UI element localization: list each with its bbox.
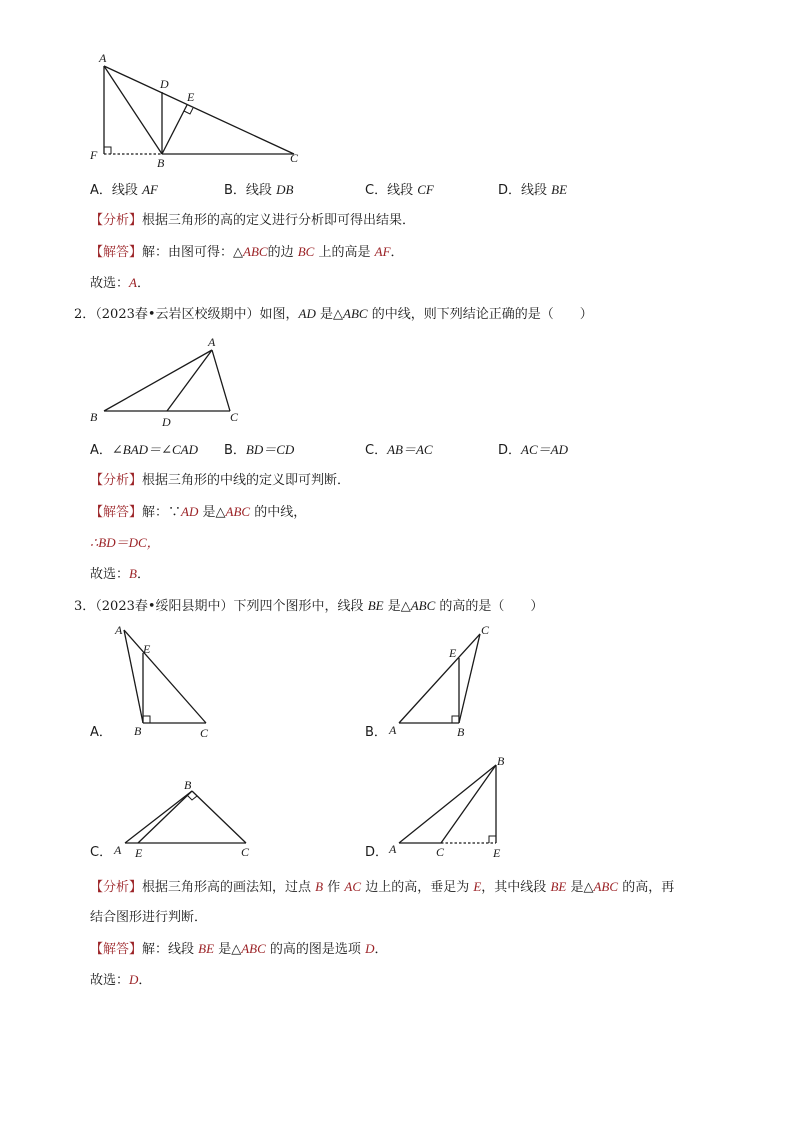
q1-solution: 【解答】解：由图可得：△ABC的边 BC 上的高是 AF．: [90, 244, 404, 260]
q1-label-a: A: [99, 51, 107, 65]
q3d-segment-ab: [399, 765, 496, 843]
q2-therefore-line: ∴BD＝DC，: [90, 535, 160, 550]
q3d-label-c: C: [436, 845, 445, 859]
q1-segment-be: [162, 105, 187, 154]
q3d-label-a: A: [389, 842, 397, 856]
q2-segment-ad: [167, 350, 212, 411]
q2-segment-ac: [212, 350, 230, 411]
q2-option-d[interactable]: D．AC＝AD: [498, 442, 568, 458]
q1-option-c[interactable]: C．线段 CF: [365, 182, 434, 198]
q2-segment-ab: [104, 350, 212, 411]
q1-choice: 故选：A．: [90, 275, 150, 291]
q1-label-c: C: [290, 151, 299, 165]
q2-choice: 故选：B．: [90, 566, 150, 582]
q3a-label-e: E: [143, 642, 151, 656]
q3-figure-b[interactable]: [384, 620, 504, 745]
q3a-segment-ac: [124, 630, 206, 723]
q2-option-a[interactable]: A．∠BAD＝∠CAD: [90, 442, 198, 458]
q3b-label-c: C: [481, 623, 490, 637]
q3-figure-a[interactable]: [108, 620, 218, 745]
q3c-label-a: A: [114, 843, 122, 857]
q3-analysis: 【分析】根据三角形高的画法知，过点 B 作 AC 边上的高，垂足为 E，其中线段 BE 是△ABC 的高，再: [90, 879, 675, 895]
q3d-segment-cb: [441, 765, 496, 843]
q1-label-e: E: [187, 90, 195, 104]
q1-analysis: 【分析】根据三角形的高的定义进行分析即可得出结果．: [90, 213, 416, 228]
q3b-label-b: B: [457, 725, 465, 739]
q1-option-d[interactable]: D．线段 BE: [498, 182, 568, 198]
q2-label-c: C: [230, 410, 239, 424]
q3a-right-angle: [143, 716, 150, 723]
q1-label-b: B: [157, 156, 165, 170]
q3-analysis-line2: 结合图形进行判断．: [90, 910, 208, 925]
q2-label-d: D: [162, 415, 171, 429]
q1-option-b[interactable]: B．线段 DB: [224, 182, 294, 198]
q2-analysis: 【分析】根据三角形的中线的定义即可判断．: [90, 473, 351, 488]
q3-option-d-label[interactable]: D．: [365, 845, 389, 860]
q2-stem: 2．（2023春•云岩区校级期中）如图，AD 是△ABC 的中线，则下列结论正确的是（ ）: [74, 306, 593, 322]
q1-figure: [84, 48, 314, 173]
q3b-segment-ac: [399, 634, 480, 723]
q3-stem: 3．（2023春•绥阳县期中）下列四个图形中，线段 BE 是△ABC 的高的是（ ）: [74, 598, 544, 614]
q3-solution: 【解答】解：线段 BE 是△ABC 的高的图是选项 D．: [90, 941, 388, 957]
q2-label-b: B: [90, 410, 98, 424]
q3a-segment-ab: [124, 630, 143, 723]
q3c-label-b: B: [184, 778, 192, 792]
q1-label-d: D: [160, 77, 169, 91]
q3a-label-a: A: [115, 623, 123, 637]
q3c-segment-ab: [125, 791, 192, 843]
q1-label-f: F: [90, 148, 98, 162]
q2-label-a: A: [208, 335, 216, 349]
q1-option-a[interactable]: A．线段 AF: [90, 182, 158, 198]
q2-option-c[interactable]: C．AB＝AC: [365, 442, 433, 458]
q3-option-b-label[interactable]: B．: [365, 725, 387, 740]
q3b-label-a: A: [389, 723, 397, 737]
q3d-label-e: E: [493, 846, 501, 860]
q3-figure-c[interactable]: [108, 772, 268, 867]
q3d-right-angle: [489, 836, 496, 843]
q1-right-angle-f: [104, 147, 111, 154]
q2-solution: 【解答】解：∵AD 是△ABC 的中线，: [90, 504, 307, 520]
q3d-label-b: B: [497, 754, 505, 768]
q3-choice: 故选：D．: [90, 972, 152, 988]
q3a-label-b: B: [134, 724, 142, 738]
q2-figure: [84, 334, 254, 429]
q3-option-a-label[interactable]: A．: [90, 725, 112, 740]
q3-figure-d[interactable]: [384, 748, 524, 868]
q3b-segment-bc: [459, 634, 480, 723]
q3c-label-c: C: [241, 845, 250, 859]
q3c-label-e: E: [135, 846, 143, 860]
q3c-segment-bc: [192, 791, 246, 843]
q3b-label-e: E: [449, 646, 457, 660]
q3-option-c-label[interactable]: C．: [90, 845, 113, 860]
q3a-label-c: C: [200, 726, 209, 740]
q3c-segment-be: [138, 791, 192, 843]
q3b-right-angle: [452, 716, 459, 723]
q2-option-b[interactable]: B．BD＝CD: [224, 442, 295, 458]
q3c-right-angle: [187, 795, 197, 800]
